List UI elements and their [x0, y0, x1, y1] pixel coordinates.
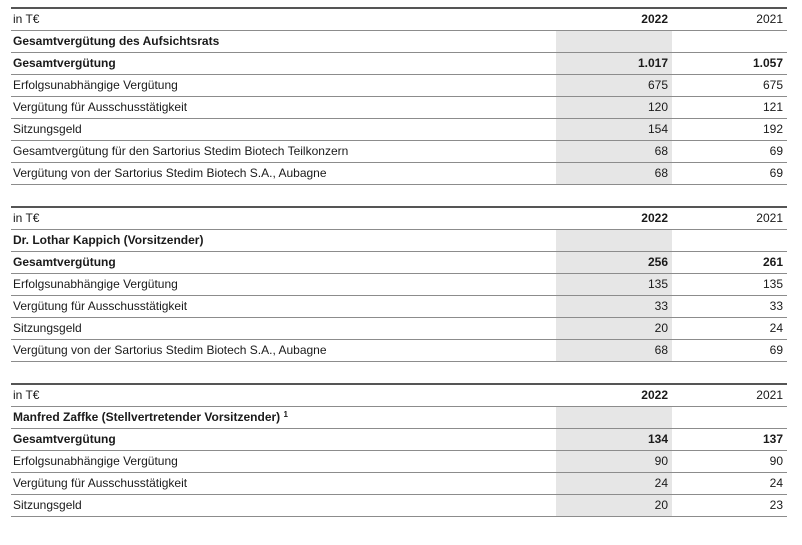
value-2022: 24	[556, 473, 672, 495]
section-cell-2022	[556, 230, 672, 252]
section-row	[11, 230, 787, 252]
value-2021: 192	[672, 119, 787, 141]
value-2021: 69	[672, 163, 787, 185]
section-cell-2021	[672, 407, 787, 429]
section-title: Gesamtvergütung des Aufsichtsrats	[11, 31, 556, 53]
year-previous-header: 2021	[672, 384, 787, 407]
year-current-header: 2022	[556, 207, 672, 230]
section-title: Dr. Lothar Kappich (Vorsitzender)	[11, 230, 556, 252]
remuneration-tables	[11, 7, 787, 517]
unit-label: in T€	[11, 8, 556, 31]
table-row	[11, 429, 787, 451]
value-2022: 256	[556, 252, 672, 274]
value-2021: 261	[672, 252, 787, 274]
table-row	[11, 163, 787, 185]
table-row	[11, 340, 787, 362]
table-row	[11, 451, 787, 473]
table-deputy-chairman	[11, 383, 787, 517]
value-2021: 23	[672, 495, 787, 517]
row-label: Gesamtvergütung	[11, 429, 556, 451]
value-2021: 135	[672, 274, 787, 296]
row-label: Gesamtvergütung	[11, 53, 556, 75]
section-row	[11, 31, 787, 53]
value-2022: 154	[556, 119, 672, 141]
table-spacer	[11, 185, 787, 206]
table-row	[11, 252, 787, 274]
row-label: Erfolgsunabhängige Vergütung	[11, 75, 556, 97]
table-row	[11, 318, 787, 340]
value-2022: 68	[556, 340, 672, 362]
value-2021: 33	[672, 296, 787, 318]
row-label: Gesamtvergütung für den Sartorius Stedim Biotech Teilkonzern	[11, 141, 556, 163]
value-2022: 68	[556, 141, 672, 163]
unit-label: in T€	[11, 207, 556, 230]
value-2022: 1.017	[556, 53, 672, 75]
value-2022: 90	[556, 451, 672, 473]
section-title-cell	[11, 407, 556, 429]
year-previous-header: 2021	[672, 8, 787, 31]
table-chairman	[11, 206, 787, 362]
row-label: Vergütung für Ausschusstätigkeit	[11, 97, 556, 119]
section-cell-2021	[672, 230, 787, 252]
row-label: Sitzungsgeld	[11, 119, 556, 141]
section-cell-2022	[556, 407, 672, 429]
row-label: Erfolgsunabhängige Vergütung	[11, 451, 556, 473]
row-label: Vergütung für Ausschusstätigkeit	[11, 296, 556, 318]
year-previous-header: 2021	[672, 207, 787, 230]
table-row	[11, 53, 787, 75]
value-2022: 135	[556, 274, 672, 296]
year-current-header: 2022	[556, 384, 672, 407]
section-row	[11, 407, 787, 429]
row-label: Gesamtvergütung	[11, 252, 556, 274]
value-2021: 24	[672, 473, 787, 495]
row-label: Erfolgsunabhängige Vergütung	[11, 274, 556, 296]
row-label: Vergütung für Ausschusstätigkeit	[11, 473, 556, 495]
table-header-row	[11, 8, 787, 31]
row-label: Sitzungsgeld	[11, 495, 556, 517]
value-2021: 69	[672, 141, 787, 163]
value-2022: 120	[556, 97, 672, 119]
section-title: Manfred Zaffke (Stellvertretender Vorsitzender)	[13, 410, 281, 424]
value-2022: 134	[556, 429, 672, 451]
value-2022: 20	[556, 495, 672, 517]
value-2021: 90	[672, 451, 787, 473]
table-row	[11, 75, 787, 97]
table-row	[11, 141, 787, 163]
table-supervisory-board-total	[11, 7, 787, 185]
unit-label: in T€	[11, 384, 556, 407]
section-cell-2021	[672, 31, 787, 53]
year-current-header: 2022	[556, 8, 672, 31]
value-2021: 69	[672, 340, 787, 362]
table-header-row	[11, 207, 787, 230]
row-label: Vergütung von der Sartorius Stedim Biotech S.A., Aubagne	[11, 163, 556, 185]
value-2021: 24	[672, 318, 787, 340]
value-2022: 675	[556, 75, 672, 97]
value-2021: 137	[672, 429, 787, 451]
value-2021: 675	[672, 75, 787, 97]
table-header-row	[11, 384, 787, 407]
table-row	[11, 119, 787, 141]
table-row	[11, 296, 787, 318]
table-row	[11, 495, 787, 517]
value-2022: 33	[556, 296, 672, 318]
value-2021: 1.057	[672, 53, 787, 75]
table-row	[11, 473, 787, 495]
value-2021: 121	[672, 97, 787, 119]
table-spacer	[11, 362, 787, 383]
value-2022: 68	[556, 163, 672, 185]
row-label: Vergütung von der Sartorius Stedim Biotech S.A., Aubagne	[11, 340, 556, 362]
table-row	[11, 274, 787, 296]
row-label: Sitzungsgeld	[11, 318, 556, 340]
footnote-marker: 1	[283, 410, 288, 419]
value-2022: 20	[556, 318, 672, 340]
section-cell-2022	[556, 31, 672, 53]
table-row	[11, 97, 787, 119]
